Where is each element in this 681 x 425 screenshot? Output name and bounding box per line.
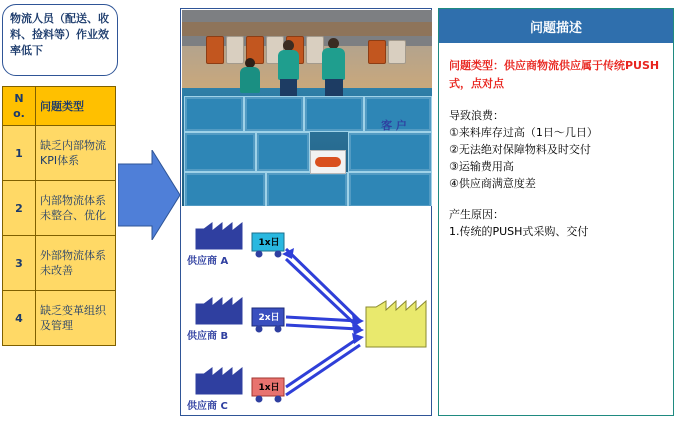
column-header-type: 问题类型 bbox=[36, 87, 116, 126]
row-number: 3 bbox=[3, 236, 36, 291]
photo-bin bbox=[184, 132, 256, 172]
right-panel bbox=[438, 8, 674, 416]
table-header-row bbox=[3, 87, 116, 126]
waste-item: ②无法绝对保障物料及时交付 bbox=[449, 143, 591, 156]
row-number: 4 bbox=[3, 291, 36, 346]
photo-bin bbox=[348, 172, 432, 206]
column-header-no: N o. bbox=[3, 87, 36, 126]
photo-bin bbox=[184, 96, 244, 132]
photo-bin bbox=[256, 132, 310, 172]
photo-sign-mark bbox=[315, 157, 341, 167]
waste-item: ③运输费用高 bbox=[449, 160, 514, 173]
waste-item: ①来料库存过高（1日～几日） bbox=[449, 126, 598, 139]
waste-title: 导致浪费： bbox=[449, 109, 504, 122]
page-title: 物流人员（配送、收料、捡料等）作业效率低下 bbox=[2, 4, 118, 76]
photo-bin bbox=[244, 96, 304, 132]
photo-barrel bbox=[206, 36, 224, 64]
photo-sign bbox=[310, 150, 346, 174]
table-row bbox=[3, 236, 116, 291]
photo-shelf bbox=[182, 22, 432, 36]
highlight-text: 问题类型：供应商物流供应属于传统PUSH式，点对点 bbox=[449, 59, 660, 90]
waste-item: ④供应商满意度差 bbox=[449, 177, 536, 190]
photo-person bbox=[278, 50, 299, 80]
frequency-badge-b: 2x日 bbox=[258, 313, 280, 323]
row-number: 1 bbox=[3, 126, 36, 181]
table-row bbox=[3, 126, 116, 181]
supplier-label-a: 供应商 A bbox=[187, 256, 229, 267]
row-text: 外部物流体系未改善 bbox=[36, 236, 116, 291]
photo-bin bbox=[348, 132, 432, 172]
frequency-badge-c: 1x日 bbox=[258, 383, 280, 393]
photo-person bbox=[240, 67, 260, 93]
left-column bbox=[0, 0, 120, 425]
row-text: 内部物流体系未整合、优化 bbox=[36, 181, 116, 236]
cause-block bbox=[449, 206, 663, 240]
panel-body bbox=[439, 43, 673, 254]
supplier-c-icon bbox=[196, 368, 242, 394]
photo-person bbox=[322, 48, 345, 80]
table-row bbox=[3, 291, 116, 346]
photo-bin bbox=[184, 172, 266, 206]
flow-arrows bbox=[286, 249, 360, 395]
photo-barrel bbox=[388, 40, 406, 64]
issue-type-table bbox=[2, 86, 116, 346]
photo-bin bbox=[304, 96, 364, 132]
table-row bbox=[3, 181, 116, 236]
photo-barrel bbox=[226, 36, 244, 64]
customer-label: 客 户 bbox=[381, 119, 407, 132]
supplier-a-icon bbox=[196, 223, 242, 249]
supplier-label-c: 供应商 C bbox=[187, 401, 228, 412]
row-number: 2 bbox=[3, 181, 36, 236]
panel-title: 问题描述 bbox=[439, 9, 673, 43]
supply-flow-diagram bbox=[182, 209, 432, 416]
frequency-badge-a: 1x日 bbox=[258, 238, 280, 248]
photo-barrel bbox=[368, 40, 386, 64]
customer-icon bbox=[366, 301, 426, 347]
waste-block bbox=[449, 107, 663, 192]
photo-bin bbox=[266, 172, 348, 206]
cause-item: 1.传统的PUSH式采购、交付 bbox=[449, 225, 589, 238]
flow-arrow-icon bbox=[118, 150, 180, 240]
warehouse-photo bbox=[182, 10, 432, 206]
center-panel bbox=[180, 8, 432, 416]
supplier-b-icon bbox=[196, 298, 242, 324]
row-text: 缺乏变革组织及管理 bbox=[36, 291, 116, 346]
row-text: 缺乏内部物流KPI体系 bbox=[36, 126, 116, 181]
supplier-label-b: 供应商 B bbox=[187, 331, 229, 342]
cause-title: 产生原因： bbox=[449, 208, 504, 221]
